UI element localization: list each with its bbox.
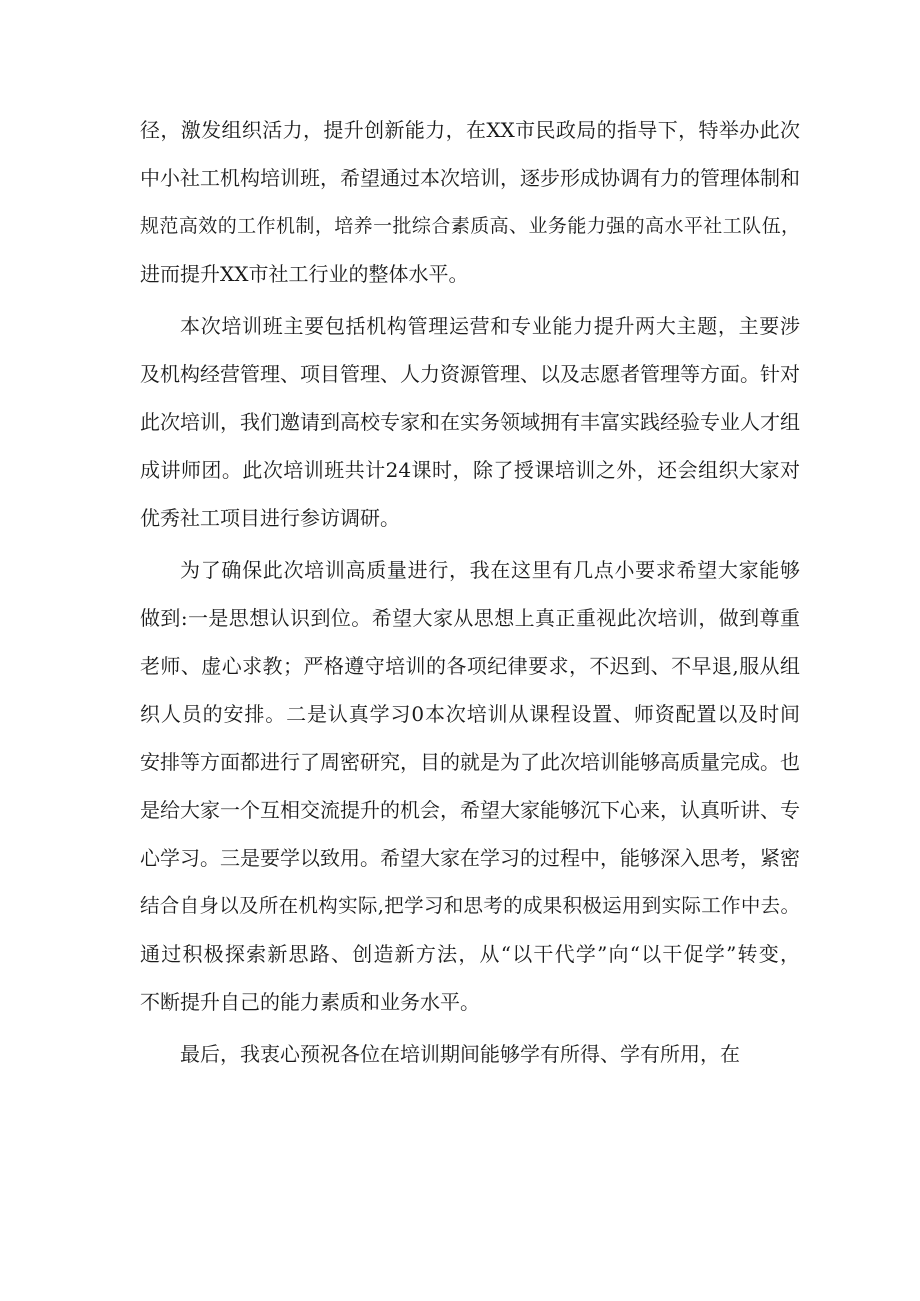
paragraph-3-line-4: 织人员的安排。二是认真学习0本次培训从课程设置、师资配置以及时间 xyxy=(140,702,800,726)
paragraph-2-line-5: 优秀社工项目进行参访调研。 xyxy=(140,506,400,530)
paragraph-3-line-3: 老师、虚心求教；严格遵守培训的各项纪律要求，不迟到、不早退,服从组 xyxy=(140,654,800,678)
paragraph-1-line-1: 径，激发组织活力，提升创新能力，在XX市民政局的指导下，特举办此次 xyxy=(140,118,800,142)
paragraph-1-line-2: 中小社工机构培训班，希望通过本次培训，逐步形成协调有力的管理体制和 xyxy=(140,166,800,190)
paragraph-2-line-1: 本次培训班主要包括机构管理运营和专业能力提升两大主题，主要涉 xyxy=(180,314,800,338)
paragraph-3-line-10: 不断提升自己的能力素质和业务水平。 xyxy=(140,990,480,1014)
paragraph-3-line-9: 通过积极探索新思路、创造新方法，从“以干代学”向“以干促学”转变， xyxy=(140,942,800,966)
paragraph-1-line-4: 进而提升XX市社工行业的整体水平。 xyxy=(140,262,469,286)
paragraph-3-line-6: 是给大家一个互相交流提升的机会，希望大家能够沉下心来，认真听讲、专 xyxy=(140,798,800,822)
paragraph-2-line-2: 及机构经营管理、项目管理、人力资源管理、以及志愿者管理等方面。针对 xyxy=(140,362,800,386)
paragraph-3-line-8: 结合自身以及所在机构实际,把学习和思考的成果积极运用到实际工作中去。 xyxy=(140,894,800,917)
paragraph-3-line-7: 心学习。三是要学以致用。希望大家在学习的过程中，能够深入思考，紧密 xyxy=(140,846,800,870)
paragraph-2-line-3: 此次培训，我们邀请到高校专家和在实务领域拥有丰富实践经验专业人才组 xyxy=(140,410,800,434)
paragraph-1-line-3: 规范高效的工作机制，培养一批综合素质高、业务能力强的高水平社工队伍， xyxy=(140,215,800,237)
paragraph-4-line-1: 最后，我衷心预祝各位在培训期间能够学有所得、学有所用，在 xyxy=(180,1042,740,1066)
paragraph-3-line-1: 为了确保此次培训高质量进行，我在这里有几点小要求希望大家能够 xyxy=(180,558,800,582)
paragraph-3-line-2: 做到:一是思想认识到位。希望大家从思想上真正重视此次培训，做到尊重 xyxy=(140,606,800,630)
paragraph-3-line-5: 安排等方面都进行了周密研究，目的就是为了此次培训能够高质量完成。也 xyxy=(140,750,800,774)
paragraph-2-line-4: 成讲师团。此次培训班共计24课时，除了授课培训之外，还会组织大家对 xyxy=(140,458,800,482)
